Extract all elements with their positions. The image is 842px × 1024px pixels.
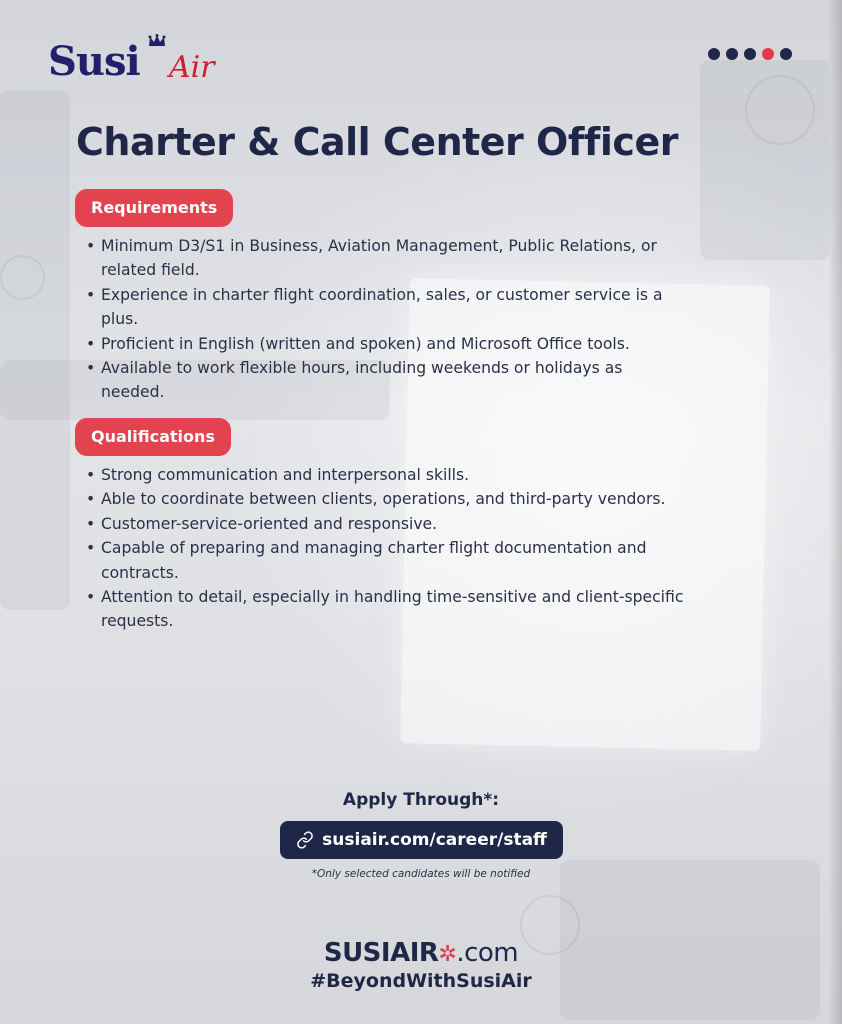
list-item: • Experience in charter flight coordination, sales, or customer service is a plus.: [84, 283, 684, 332]
pagination-dot: [780, 48, 792, 60]
list-item: • Customer-service-oriented and responsive.: [84, 512, 684, 536]
career-link-text: susiair.com/career/staff: [322, 830, 547, 850]
cursor-sparkle-icon: ✲: [438, 942, 457, 967]
pagination-dot: [708, 48, 720, 60]
background-dial: [0, 255, 45, 300]
job-title: Charter & Call Center Officer: [76, 120, 678, 164]
footer-site-main: SUSIAIR: [323, 938, 439, 968]
career-link-button[interactable]: [280, 821, 563, 859]
pagination-dot: [744, 48, 756, 60]
background-dial: [745, 75, 815, 145]
list-item: • Available to work flexible hours, including weekends or holidays as needed.: [84, 356, 684, 405]
pagination-dot-active: [762, 48, 774, 60]
pagination-dot: [726, 48, 738, 60]
selection-note: *Only selected candidates will be notified: [311, 868, 531, 880]
apply-label: Apply Through*:: [342, 790, 500, 810]
requirements-badge: Requirements: [75, 189, 233, 227]
pagination-dots: [708, 48, 792, 60]
list-item: • Able to coordinate between clients, operations, and third-party vendors.: [84, 487, 684, 511]
logo-susi-text: Susi: [48, 38, 140, 85]
background-panel: [0, 90, 70, 610]
list-item: • Proficient in English (written and spoken) and Microsoft Office tools.: [84, 332, 684, 356]
qualifications-badge: Qualifications: [75, 418, 231, 456]
list-item: • Minimum D3/S1 in Business, Aviation Management, Public Relations, or related field.: [84, 234, 684, 283]
footer-hashtag: #BeyondWithSusiAir: [310, 970, 532, 992]
list-item: • Capable of preparing and managing charter flight documentation and contracts.: [84, 536, 684, 585]
logo-air-text: Air: [169, 50, 215, 85]
qualifications-list: [84, 463, 684, 634]
list-item: • Strong communication and interpersonal skills.: [84, 463, 684, 487]
footer-website[interactable]: [0, 938, 842, 968]
requirements-list: [84, 234, 684, 405]
crown-icon: [147, 34, 167, 48]
link-icon: [296, 831, 314, 849]
footer-site-suffix: .com: [456, 938, 519, 968]
list-item: • Attention to detail, especially in handling time-sensitive and client-specific requests.: [84, 585, 684, 634]
